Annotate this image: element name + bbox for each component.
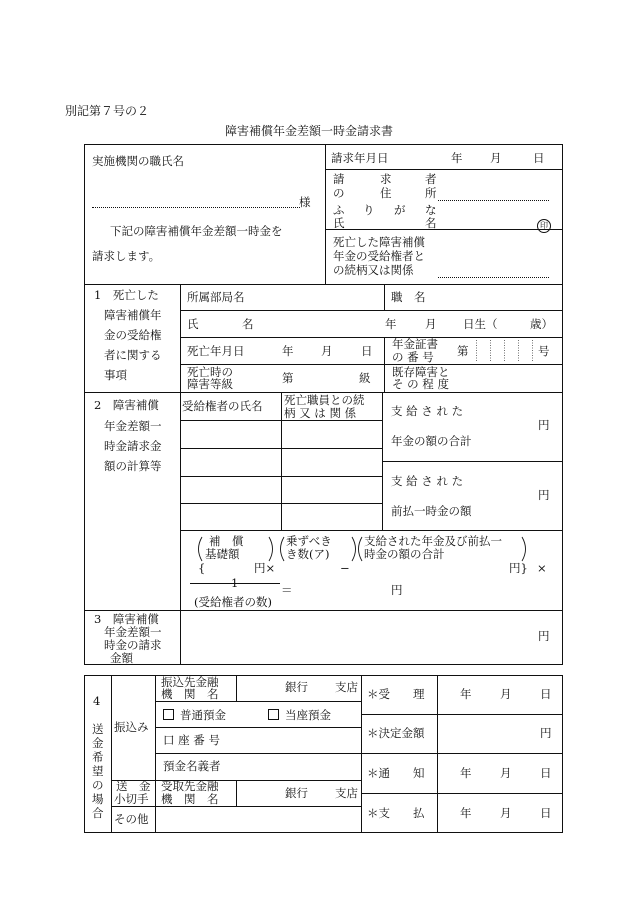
formula-h3-2: 時金の額の合計	[364, 547, 445, 561]
vert-5: の	[92, 778, 104, 792]
date-hi: 日	[533, 151, 545, 165]
grade-dai: 第	[282, 371, 294, 385]
sec3-label-2: 年金差額一	[104, 625, 162, 639]
agency-name-field[interactable]	[92, 207, 300, 208]
shimei-1: 氏	[187, 317, 199, 331]
sec3-label-3: 時金の請求	[104, 638, 162, 652]
date-nen: 年	[451, 151, 463, 165]
grade-kyu: 級	[359, 371, 371, 385]
relation-2: 年金の受給権者と	[333, 249, 425, 263]
toza-checkbox[interactable]	[268, 709, 331, 722]
name-1: 氏	[333, 216, 345, 230]
paid-pension-2: 年金の額の合計	[391, 434, 472, 448]
office-shiharai-label: ＊支 払	[367, 806, 425, 820]
sec3-en: 円	[538, 629, 550, 643]
date-tsuki: 月	[490, 151, 502, 165]
cert-label-2: の 番 号	[392, 350, 434, 364]
juri-hi: 日	[540, 687, 552, 701]
grade-label-2: 障害等級	[187, 377, 233, 391]
futsu-label: 普通預金	[180, 708, 226, 722]
juri-tsuki: 月	[500, 687, 512, 701]
sec4-number: 4	[93, 694, 101, 708]
relation-3: の続柄又は関係	[333, 263, 414, 277]
formula-one: 1	[231, 576, 239, 590]
tsuchi-nen: 年	[460, 766, 472, 780]
sec1-label-3: 金の受給権	[104, 328, 162, 342]
formula-h2-1: 乗ずべき	[286, 534, 332, 548]
sec1-label-1: 1 死亡した	[94, 288, 159, 302]
birth-age: 歳）	[530, 317, 553, 331]
furigana-4: な	[425, 203, 437, 217]
form-title: 障害補償年金差額一時金請求書	[225, 124, 394, 138]
shiharai-hi: 日	[540, 806, 552, 820]
existing-1: 既存障害と	[392, 365, 450, 379]
vert-3: 希	[92, 750, 104, 764]
office-kettei-label: ＊決定金額	[367, 726, 425, 740]
sec3-label-4: 金額	[110, 651, 133, 665]
col-relation-2: 柄 又 は 関 係	[284, 406, 357, 420]
vert-7: 合	[92, 806, 104, 820]
sec1-label-5: 事項	[104, 368, 127, 382]
claimant-1: 請	[333, 172, 345, 186]
formula-h1-2: 基礎額	[205, 547, 240, 561]
form-reference: 別記第７号の２	[65, 104, 150, 118]
death-nen: 年	[282, 344, 294, 358]
furikomi-label: 振込み	[114, 720, 149, 734]
kettei-en: 円	[540, 726, 552, 740]
death-date-label: 死亡年月日	[187, 344, 245, 358]
sec2-label-2: 年金差額一	[104, 419, 162, 433]
furigana-2: り	[363, 203, 375, 217]
birth-hi: 日生（	[463, 317, 498, 331]
sec1-label-2: 障害補償年	[104, 308, 162, 322]
request-text-1: 下記の障害補償年金差額一時金を	[110, 224, 283, 238]
birth-tsuki: 月	[425, 317, 437, 331]
claimant-3: 者	[425, 172, 437, 186]
sec3-label-1: 3 障害補償	[94, 612, 159, 626]
name-field[interactable]	[438, 229, 536, 230]
account-label: 口 座 番 号	[163, 733, 220, 747]
birth-nen: 年	[385, 317, 397, 331]
sec1-label-4: 者に関する	[104, 348, 162, 362]
paid-lump-2: 前払一時金の額	[391, 504, 472, 518]
sec2-label-3: 時金請求金	[104, 439, 162, 453]
addr-2: 住	[380, 186, 392, 200]
relation-1: 死亡した障害補償	[333, 235, 425, 249]
shiharai-nen: 年	[460, 806, 472, 820]
claimant-2: 求	[380, 172, 392, 186]
office-tsuchi-label: ＊通 知	[367, 766, 425, 780]
formula-en-brace: 円}	[509, 561, 528, 575]
shiten-2: 支店	[335, 786, 358, 800]
vert-2: 金	[92, 736, 104, 750]
shiharai-tsuki: 月	[500, 806, 512, 820]
holder-label: 預金名義者	[163, 759, 221, 773]
addr-1: の	[333, 186, 345, 200]
formula-h2-2: き数(ア)	[286, 547, 330, 561]
grade-label-1: 死亡時の	[187, 365, 233, 379]
bank2-1: 受取先金融	[161, 779, 219, 793]
relation-field[interactable]	[438, 277, 549, 278]
sec2-label-1: 2 障害補償	[94, 398, 159, 412]
sama-text: 様	[299, 195, 311, 209]
addr-3: 所	[425, 186, 437, 200]
formula-minus: −	[340, 561, 350, 575]
tsuchi-tsuki: 月	[500, 766, 512, 780]
sec2-label-4: 額の計算等	[104, 459, 162, 473]
cert-go: 号	[538, 344, 550, 358]
shimei-2: 名	[242, 317, 254, 331]
futsu-checkbox[interactable]	[163, 709, 226, 722]
furigana-3: が	[394, 203, 406, 217]
formula-times: ×	[537, 561, 547, 575]
vert-1: 送	[92, 722, 104, 736]
name-2: 名	[425, 216, 437, 230]
address-field[interactable]	[438, 200, 549, 201]
formula-denom: (受給権者の数)	[194, 595, 272, 609]
paid-lump-1: 支 給 さ れ た	[391, 474, 464, 488]
request-date-label: 請求年月日	[331, 151, 389, 165]
col-relation-1: 死亡職員との続	[284, 393, 365, 407]
formula-h3-1: 支給された年金及び前払一	[364, 534, 502, 548]
dept-label: 所属部局名	[187, 290, 245, 304]
office-juri-label: ＊受 理	[367, 687, 425, 701]
paid-pension-en: 円	[538, 418, 550, 432]
juri-nen: 年	[460, 687, 472, 701]
cert-label-1: 年金証書	[392, 337, 438, 351]
formula-h1-1: 補 償	[209, 534, 244, 548]
vert-4: 望	[92, 764, 104, 778]
paid-lump-en: 円	[538, 488, 550, 502]
col-recipient-name: 受給権者の氏名	[182, 399, 263, 413]
ginko-1: 銀行	[285, 680, 308, 694]
agency-label: 実施機関の職氏名	[92, 154, 184, 168]
death-tsuki: 月	[321, 344, 333, 358]
death-hi: 日	[361, 344, 373, 358]
paid-pension-1: 支 給 さ れ た	[391, 404, 464, 418]
toza-label: 当座預金	[285, 708, 331, 722]
formula-brace-open: {	[198, 561, 206, 575]
kogitte-1: 送 金	[116, 779, 151, 793]
kogitte-2: 小切手	[114, 792, 149, 806]
formula-en-times: 円×	[254, 561, 276, 575]
shiten-1: 支店	[335, 680, 358, 694]
bank2-2: 機 関 名	[161, 792, 219, 806]
sonota-label: その他	[114, 812, 149, 826]
cert-dai: 第	[457, 344, 469, 358]
bank1-1: 振込先金融	[161, 675, 219, 689]
tsuchi-hi: 日	[540, 766, 552, 780]
furigana-1: ふ	[333, 203, 345, 217]
bank1-2: 機 関 名	[161, 687, 219, 701]
formula-en: 円	[391, 583, 403, 597]
ginko-2: 銀行	[285, 786, 308, 800]
existing-2: そ の 程 度	[392, 377, 449, 391]
vert-6: 場	[92, 792, 104, 806]
post-label: 職 名	[391, 290, 426, 304]
formula-eq: ＝	[281, 583, 293, 597]
seal-icon: 印	[537, 219, 551, 233]
request-text-2: 請求します。	[92, 249, 161, 263]
